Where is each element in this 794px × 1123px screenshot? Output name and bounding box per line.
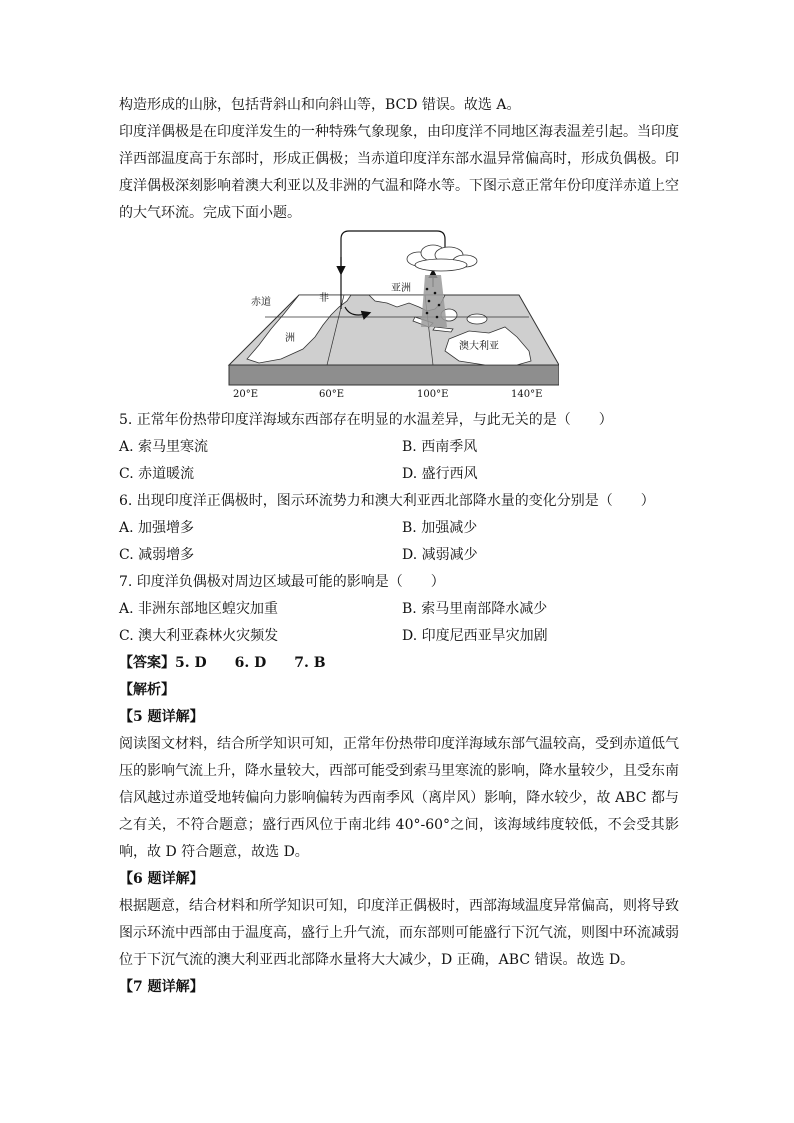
- analysis-heading: 【解析】: [119, 682, 175, 698]
- q5-explanation: 阅读图文材料，结合所学知识可知，正常年份热带印度洋海域东部气温较高，受到赤道低气压的影响气流上升，降水量较大，西部可能受到索马里寒流的影响，降水量较少，且受东南信风越过赤道受地转偏向力影响偏转为西南季风（离岸风）影响，降水较少，故 ABC 都与之有关，不符合题意；盛行西风位于南北纬 40°-60°之间，该海域纬度较低，不会受其影响，故 D 符合题意，故选 D。: [119, 736, 679, 860]
- option-7a: A. 非洲东部地区蝗灾加重: [119, 601, 279, 617]
- island-newguinea: [467, 314, 487, 324]
- label-lon-140: 140°E: [511, 389, 543, 400]
- document-page: [119, 92, 679, 1001]
- label-lon-20: 20°E: [233, 389, 259, 400]
- option-6d: D. 减弱减少: [402, 547, 478, 563]
- circulation-figure: [219, 227, 559, 407]
- option-5b: B. 西南季风: [402, 439, 478, 455]
- label-equator: 赤道: [251, 297, 271, 308]
- label-africa-2: 洲: [285, 333, 295, 344]
- question-7-options-row2: [119, 623, 679, 650]
- question-7-stem: 7. 印度洋负偶极对周边区域最可能的影响是（ ）: [119, 574, 445, 590]
- q6-explanation: 根据题意，结合材料和所学知识可知，印度洋正偶极时，西部海域温度异常偏高，则将导致图示环流中西部由于温度高，盛行上升气流，而东部则可能盛行下沉气流，则图中环流减弱位于下沉气流的澳大利亚西北部降水量将大大减少，D 正确，ABC 错误。故选 D。: [119, 898, 679, 968]
- question-6-stem: 6. 出现印度洋正偶极时，图示环流势力和澳大利亚西北部降水量的变化分别是（ ）: [119, 493, 655, 509]
- q7-heading: 【7 题详解】: [119, 979, 204, 995]
- label-australia: 澳大利亚: [459, 341, 499, 352]
- label-lon-100: 100°E: [417, 389, 449, 400]
- circulation-diagram: [219, 227, 559, 407]
- option-6c: C. 减弱增多: [119, 547, 195, 563]
- rain-column: [421, 275, 447, 327]
- question-5-options-row1: [119, 434, 679, 461]
- question-7-options-row1: [119, 596, 679, 623]
- cloud-icon: [407, 245, 477, 271]
- question-6-options-row1: [119, 515, 679, 542]
- map-base-side: [229, 365, 559, 385]
- option-7b: B. 索马里南部降水减少: [402, 601, 548, 617]
- question-6-options-row2: [119, 542, 679, 569]
- intro-paragraph: 印度洋偶极是在印度洋发生的一种特殊气象现象，由印度洋不同地区海表温差引起。当印度洋西部温度高于东部时，形成正偶极；当赤道印度洋东部水温异常偏高时，形成负偶极。印度洋偶极深刻影响着澳大利亚以及非洲的气温和降水等。下图示意正常年份印度洋赤道上空的大气环流。完成下面小题。: [119, 124, 679, 221]
- label-asia: 亚洲: [391, 283, 411, 294]
- question-5-options-row2: [119, 461, 679, 488]
- q6-heading: 【6 题详解】: [119, 871, 204, 887]
- question-5-stem: 5. 正常年份热带印度洋海域东西部存在明显的水温差异，与此无关的是（ ）: [119, 412, 613, 428]
- option-6b: B. 加强减少: [402, 520, 478, 536]
- answer-line: 【答案】5. D 6. D 7. B: [119, 655, 326, 671]
- option-5c: C. 赤道暖流: [119, 466, 195, 482]
- option-6a: A. 加强增多: [119, 520, 195, 536]
- option-7c: C. 澳大利亚森林火灾频发: [119, 628, 279, 644]
- label-lon-60: 60°E: [319, 389, 345, 400]
- label-africa-1: 非: [319, 293, 329, 304]
- option-7d: D. 印度尼西亚旱灾加剧: [402, 628, 548, 644]
- option-5d: D. 盛行西风: [402, 466, 478, 482]
- q5-heading: 【5 题详解】: [119, 709, 204, 725]
- option-5a: A. 索马里寒流: [119, 439, 209, 455]
- continuation-line: 构造形成的山脉，包括背斜山和向斜山等，BCD 错误。故选 A。: [119, 97, 521, 113]
